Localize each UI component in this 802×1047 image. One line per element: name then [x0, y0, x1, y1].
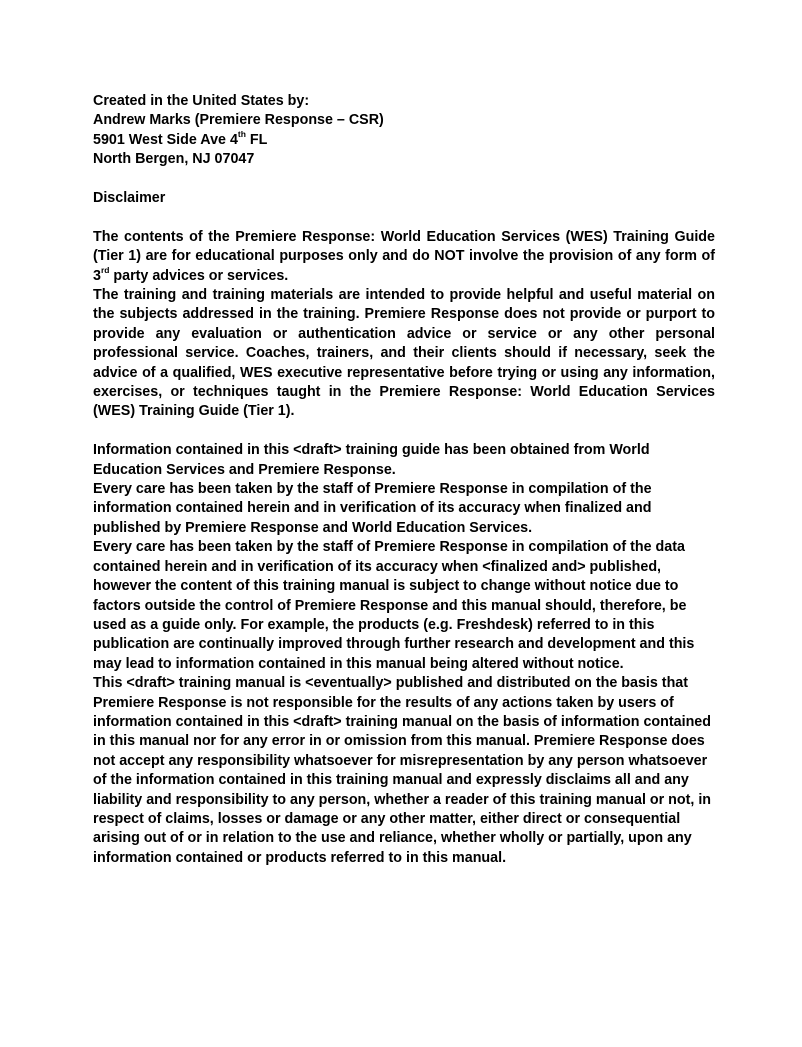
info-paragraph-2: Every care has been taken by the staff of Premiere Response in compilation of the information contained herein and in verification of its accuracy when finalized and published by Premiere Response and World Education Services.: [93, 481, 652, 536]
address-block: [93, 92, 715, 170]
address-line-author: Andrew Marks (Premiere Response – CSR): [93, 112, 384, 129]
paragraph-1-ordinal: rd: [100, 264, 110, 275]
disclaimer-paragraph-1: [93, 228, 715, 286]
info-paragraph-3: Every care has been taken by the staff of Premiere Response in compilation of the data contained herein and in verification of its accuracy when <finalized and> published, however the content of this training manual is subject to change without notice due to factors outside the control of Premiere Response and this manual should, therefore, be used as a guide only. For example, the products (e.g. Freshdesk) referred to in this publication are continually improved through further research and development and this may lead to information contained in this manual being altered without notice.: [93, 539, 695, 672]
address-line-created-by: Created in the United States by:: [93, 93, 310, 109]
address-street-floor: FL: [245, 131, 268, 148]
address-street-text: 5901 West Side Ave 4: [93, 131, 238, 148]
document-page: [93, 92, 715, 868]
address-line-city: North Bergen, NJ 07047: [93, 151, 255, 168]
spacer: [93, 208, 715, 227]
spacer: [93, 422, 715, 441]
address-street-ordinal: th: [237, 129, 246, 140]
info-paragraph-1: Information contained in this <draft> training guide has been obtained from World Education Services and Premiere Response.: [93, 442, 650, 478]
disclaimer-heading: Disclaimer: [93, 190, 166, 207]
info-paragraph-4: This <draft> training manual is <eventually> published and distributed on the basis that Premiere Response is not responsible for the results of any actions taken by users of information contained in this <draft> training manual on the basis of information contained in this manual nor for any error in or omission from this manual. Premiere Response does not accept any responsibility whatsoever for misrepresentation by any person whatsoever of the information contained in this training manual and expressly disclaims all and any liability and responsibility to any person, whether a reader of this training manual or not, in respect of claims, losses or damage or any other matter, either direct or consequential arising out of or in relation to the use and reliance, whether wholly or partially, upon any information contained or products referred to in this manual.: [93, 675, 712, 866]
address-line-street: [93, 131, 715, 150]
disclaimer-paragraph-2: The training and training materials are intended to provide helpful and useful material on the subjects addressed in the training. Premiere Response does not provide or purport to provide any evaluation or authentication advice or service or any other personal professional service. Coaches, trainers, and their clients should if necessary, seek the advice of a qualified, WES executive representative before trying or using any information, exercises, or techniques taught in the Premiere Response: World Education Services (WES) Training Guide (Tier 1).: [93, 287, 715, 420]
paragraph-1-tail: party advices or services.: [109, 267, 289, 284]
paragraph-1-text: The contents of the Premiere Response: World Education Services (WES) Training Guide (Tier 1) are for educational purposes only and do NOT involve the provision of any form of 3: [93, 228, 715, 284]
spacer: [93, 170, 715, 189]
